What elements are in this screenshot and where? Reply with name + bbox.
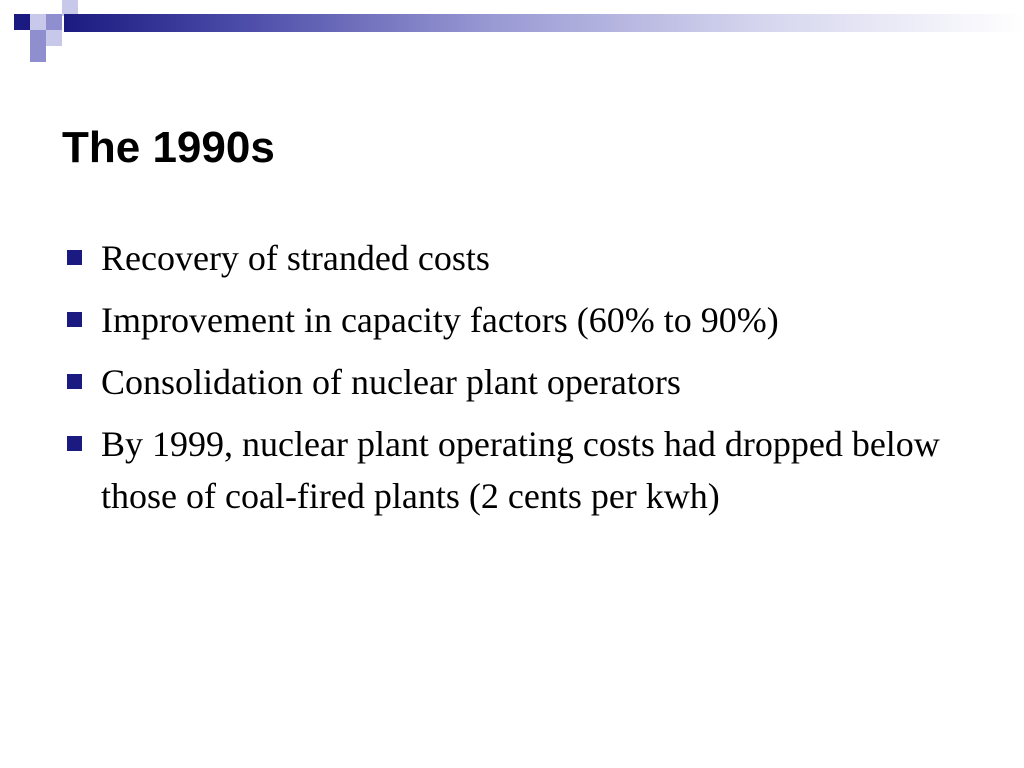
bullet-item — [64, 418, 964, 522]
bullet-item — [64, 356, 964, 408]
square-bullet-icon — [67, 250, 82, 265]
square-bullet-icon — [67, 374, 82, 389]
square-bullet-icon — [67, 436, 82, 451]
bullet-item — [64, 294, 964, 346]
decor-square — [30, 46, 46, 62]
slide-title: The 1990s — [62, 123, 275, 172]
bullet-item — [64, 232, 964, 284]
decor-square — [46, 14, 62, 30]
bullet-text: Consolidation of nuclear plant operators — [101, 362, 681, 402]
square-bullet-icon — [67, 312, 82, 327]
header-decoration — [0, 0, 1024, 64]
decor-square — [30, 30, 46, 46]
decor-square — [14, 14, 30, 30]
bullet-text: Improvement in capacity factors (60% to 90%) — [101, 300, 779, 340]
header-gradient-bar — [64, 14, 1024, 32]
bullet-list — [64, 232, 964, 532]
bullet-text: By 1999, nuclear plant operating costs had dropped below those of coal-fired plants (2 cents per kwh) — [101, 424, 940, 516]
decor-square — [30, 14, 46, 30]
decor-square — [46, 30, 62, 46]
bullet-text: Recovery of stranded costs — [101, 238, 490, 278]
